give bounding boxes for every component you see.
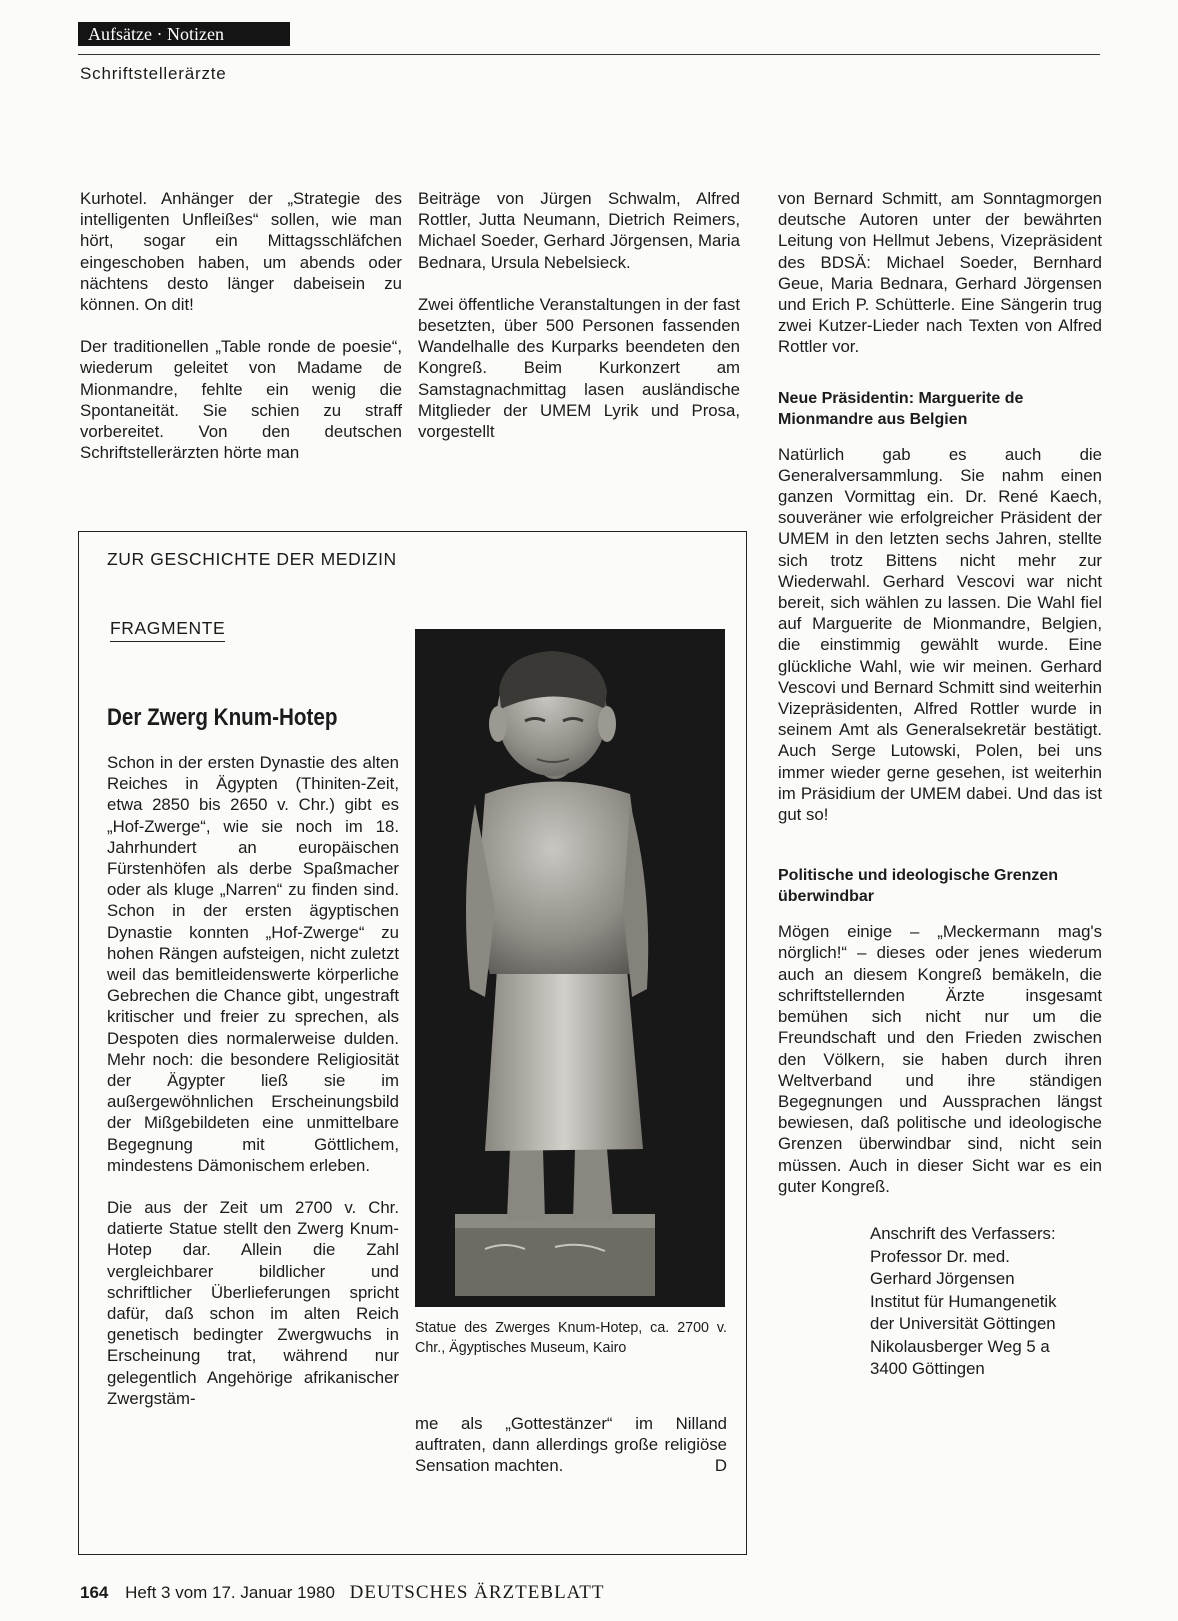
col1-paragraph-2: Der traditionellen „Table ronde de poesie“, wiederum geleitet von Madame de Mionmandre, fehlte ein wenig die Spontaneität. Sie schien zu straff vorbereitet. Von den deutschen Schriftstellerärzten hörte man — [80, 337, 402, 463]
column-3 — [778, 188, 1102, 1381]
box-subrubric: FRAGMENTE — [110, 618, 225, 642]
box-rubric: ZUR GESCHICHTE DER MEDIZIN — [107, 549, 397, 569]
col3-paragraph-3: Mögen einige – „Meckermann mag's nörglich!“ – dieses oder jenes wiederum auch an diesem Kongreß bemäkeln, die schriftstellernden Ärzte insgesamt bemühen sich nicht nur um die Freundschaft und den Frieden zwischen den Völkern, sie haben durch ihren Weltverband und ihre ständigen Begegnungen und Aussprachen längst bewiesen, daß politische und ideologische Grenzen überwindbar sind, nicht sein müssen. Auch in dieser Sicht war es ein guter Kongreß. — [778, 922, 1102, 1196]
box-paragraph-3 — [415, 1413, 727, 1477]
col3-paragraph-2: Natürlich gab es auch die Generalversammlung. Sie nahm einen ganzen Vormittag ein. Dr. René Kaech, souveräner wie erfolgreicher Präsident der UMEM in den letzten sechs Jahren, stellte sich trotz Bittens nicht mehr zur Wiederwahl. Gerhard Vescovi war nicht bereit, sich wählen zu lassen. Die Wahl fiel auf Marguerite de Mionmandre, Belgien, die einstimmig gewählt wurde. Eine glückliche Wahl, wie wir meinen. Gerhard Vescovi und Bernard Schmitt sind weiterhin Vizepräsidenten, Alfred Rottler wurde in seinem Amt als Generalsekretär bestätigt. Auch Serge Lutowski, Polen, bei uns immer wieder gerne gesehen, ist weiterhin im Präsidium der UMEM dabei. Und das ist gut so! — [778, 444, 1102, 825]
col3-paragraph-1: von Bernard Schmitt, am Sonntagmorgen deutsche Autoren unter der bewährten Leitung von Hellmut Jebens, Vizepräsident des BDSÄ: Michael Soeder, Bernhard Geue, Maria Bednara, Gerhard Jörgensen und Erich P. Schütterle. Eine Sängerin trug zwei Kutzer-Lieder nach Texten von Alfred Rottler vor. — [778, 189, 1102, 357]
section-tag: Aufsätze · Notizen — [78, 22, 290, 46]
box-paragraph-1: Schon in der ersten Dynastie des alten Reiches in Ägypten (Thiniten-Zeit, etwa 2850 bis 2650 v. Chr.) gibt es „Hof-Zwerge“, wie sie noch im 18. Jahrhundert an europäischen Fürstenhöfen als derbe Spaßmacher oder als kluge „Narren“ zu finden sind. Schon in der ersten ägyptischen Dynastie konnten „Hof-Zwerge“ zu hohen Rängen aufsteigen, nicht zuletzt weil das bemitleidenswerte körperliche Gebrechen die Chance gibt, ungestraft kritischer und freier zu sprechen, als Despoten dies normalerweise dulden. Mehr noch: die besondere Religiosität der Ägypter ließ sie im außergewöhnlichen Erscheinungsbild der Mißgebildeten eine unmittelbare Begegnung mit Göttlichem, mindestens Dämonischem erleben. — [107, 753, 399, 1175]
statue-photo — [415, 629, 725, 1307]
col2-paragraph-1: Beiträge von Jürgen Schwalm, Alfred Rottler, Jutta Neumann, Dietrich Reimers, Michael Soeder, Gerhard Jörgensen, Maria Bednara, Ursula Nebelsieck. — [418, 189, 740, 272]
page-footer — [80, 1582, 605, 1604]
page-number: 164 — [80, 1583, 109, 1602]
box-headline: Der Zwerg Knum-Hotep — [107, 704, 338, 731]
address-line: Nikolausberger Weg 5 a — [870, 1336, 1050, 1356]
header-rule — [78, 54, 1100, 55]
subheading-new-president: Neue Präsidentin: Marguerite de Mionmandre aus Belgien — [778, 389, 1024, 428]
running-title: Schriftstellerärzte — [80, 64, 227, 83]
address-line: Anschrift des Verfassers: — [870, 1223, 1056, 1243]
address-line: Professor Dr. med. — [870, 1246, 1010, 1266]
author-address — [870, 1223, 1102, 1381]
continuation-text: me als „Gottestänzer“ im Nilland auftraten, dann allerdings große religiöse Sensation machten. — [415, 1414, 727, 1476]
box-paragraph-2: Die aus der Zeit um 2700 v. Chr. datierte Statue stellt den Zwerg Knum-Hotep dar. Allein die Zahl vergleichbarer bildlicher und schriftlicher Überlieferungen spricht dafür, daß schon im alten Reich genetisch bedingter Zwergwuchs in Erscheinung trat, während nur gelegentlich Angehörige afrikanischer Zwergstäm- — [107, 1198, 399, 1408]
column-1 — [80, 188, 402, 463]
address-line: der Universität Göttingen — [870, 1314, 1056, 1334]
photo-caption: Statue des Zwerges Knum-Hotep, ca. 2700 v. Chr., Ägyptisches Museum, Kairo — [415, 1320, 727, 1356]
col2-paragraph-2: Zwei öffentliche Veranstaltungen in der fast besetzten, über 500 Personen fassenden Wandelhalle des Kurparks beendeten den Kongreß. Beim Kurkonzert am Samstagnachmittag lasen ausländische Mitglieder der UMEM Lyrik und Prosa, vorgestellt — [418, 294, 740, 442]
issue-info: Heft 3 vom 17. Januar 1980 — [125, 1583, 335, 1602]
column-2 — [418, 188, 740, 442]
end-mark: D — [714, 1456, 727, 1476]
address-line: Gerhard Jörgensen — [870, 1269, 1015, 1289]
col1-paragraph-1: Kurhotel. Anhänger der „Strategie des intelligenten Unfleißes“ sollen, wie man hört, sogar ein Mittagsschläfchen eingeschoben haben, um abends oder nächtens desto länger dabeisein zu können. On dit! — [80, 189, 402, 315]
box-continuation — [415, 1413, 727, 1477]
address-line: 3400 Göttingen — [870, 1359, 985, 1379]
statue-figure — [415, 629, 725, 1307]
magazine-name: DEUTSCHES ÄRZTEBLATT — [349, 1582, 605, 1603]
address-line: Institut für Humangenetik — [870, 1291, 1057, 1311]
box-body — [107, 752, 399, 1409]
subheading-borders: Politische und ideologische Grenzen überwindbar — [778, 867, 1059, 906]
